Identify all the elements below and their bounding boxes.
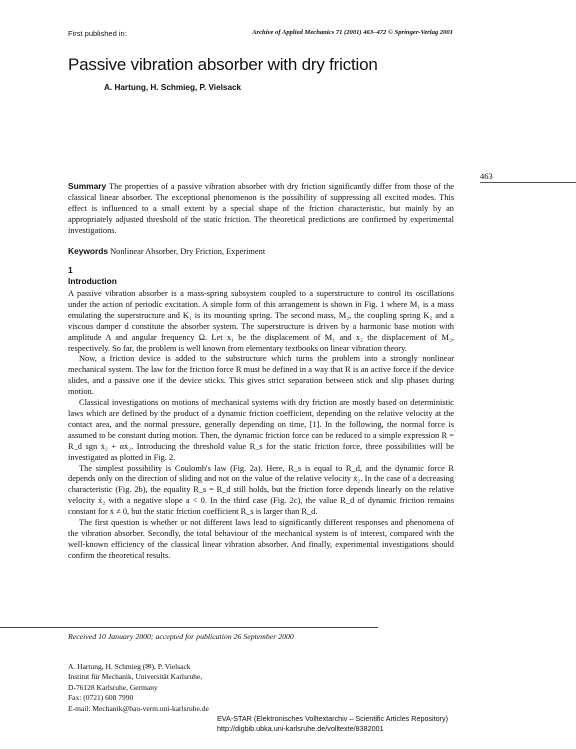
footnote-divider xyxy=(0,627,378,628)
repository-note xyxy=(217,714,448,733)
summary-block xyxy=(68,181,454,237)
repository-name: EVA-STAR (Elektronisches Volltextarchiv – Scientific Articles Repository) xyxy=(217,714,449,723)
paragraph: The simplest possibility is Coulomb's law (Fig. 2a). Here, R_s is equal to R_d, and the dynamic force R depends only on the direction of sliding and not on the value of the relative velocity ẋ₂. In the case of a decreasing characteristic (Fig. 2b), the equality R_s = R_d still holds, but the friction force depends linearly on the relative velocity ẋ₂ with a negative slope a < 0. In the third case (Fig. 2c), the value R_d of dynamic friction remains constant for ẋ ≠ 0, but the static friction coefficient R_s is larger than R_d. xyxy=(68,463,454,517)
affiliation-line: A. Hartung, H. Schmieg (✉), P. Vielsack xyxy=(68,662,191,671)
page-number: 463 xyxy=(480,171,493,181)
keywords-label: Keywords xyxy=(68,246,109,256)
keywords-text: Nonlinear Absorber, Dry Friction, Experiment xyxy=(110,247,266,256)
section-heading xyxy=(68,265,454,287)
affiliation-line: Fax: (0721) 608 7990 xyxy=(68,693,134,703)
article-title: Passive vibration absorber with dry friction xyxy=(68,55,378,74)
summary-text: The properties of a passive vibration absorber with dry friction significantly differ from those of the classical linear absorber. The exceptional phenomenon is the possibility of suppressing all excited modes. This effect is influenced to a small extent by a special shape of the friction characteristic, but mainly by an appropriately adjusted threshold of the static friction. The theoretical predictions are confirmed by experimental investigations. xyxy=(68,182,454,235)
journal-reference: Archive of Applied Mechanics 71 (2001) 463–472 © Springer-Verlag 2001 xyxy=(252,29,453,36)
paragraph: Classical investigations on motions of mechanical systems with dry friction are mostly based on deterministic laws which are defined by the product of a dynamic friction coefficient, depending on the relative velocity at the contact area, and the normal pressure, generally depending on time, [1]. In the following, the normal force is assumed to be constant during motion. Then, the dynamic friction force can be reduced to a simple expression R = R_d sgn ẋ₂ + αẋ₂. Introducing the threshold value R_s for the static friction force, three possibilities will be investigated as plotted in Fig. 2. xyxy=(68,398,454,462)
first-published-note: First published in: xyxy=(68,29,127,38)
paragraph: The first question is whether or not different laws lead to significantly different responses and phenomena of the vibration absorber. Secondly, the total behaviour of the mechanical system is of interest, compared with the well-known efficiency of the classical linear vibration absorber. And finally, experimental investigations should confirm the theoretical results. xyxy=(68,518,454,560)
paragraph: A passive vibration absorber is a mass-spring subsystem coupled to a superstructure to control its oscillations under the action of periodic excitation. A simple form of this arrangement is shown in Fig. 1 where M₁ is a mass emulating the superstructure and K₁ is its mounting spring. The second mass, M₂, the coupling spring K₂ and a viscous damper d constitute the absorber system. The superstructure is driven by a harmonic base motion with amplitude A and angular frequency Ω. Let x₁ be the displacement of M₁ and x₂ the displacement of M₂, respectively. So far, the problem is well known from elementary textbooks on linear vibration theory. xyxy=(68,289,454,353)
affiliation-line: D-76128 Karlsruhe, Germany xyxy=(68,682,158,692)
section-title: Introduction xyxy=(68,276,117,286)
author-list: A. Hartung, H. Schmieg, P. Vielsack xyxy=(104,83,242,92)
author-affiliation xyxy=(68,662,209,714)
summary-label: Summary xyxy=(68,181,107,191)
section-number: 1 xyxy=(68,265,73,275)
received-dates: Received 10 January 2000; accepted for publication 26 September 2000 xyxy=(68,632,294,641)
affiliation-email: E-mail: Mechanik@bau-verm.uni-karlsruhe.de xyxy=(68,703,209,713)
affiliation-line: Institut für Mechanik, Universität Karlsruhe, xyxy=(68,672,203,682)
page-number-rule xyxy=(480,182,576,183)
keywords-block xyxy=(68,246,454,258)
paragraph: Now, a friction device is added to the substructure which turns the problem into a strongly nonlinear mechanical system. The law for the friction force R must be defined in a way that R is an active force if the device slides, and a passive one if the device sticks. This gives strict separation between stick and slip phases during motion. xyxy=(68,354,454,397)
section-body xyxy=(68,289,454,562)
repository-url[interactable]: http://digbib.ubka.uni-karlsruhe.de/volltexte/8382001 xyxy=(217,723,384,733)
